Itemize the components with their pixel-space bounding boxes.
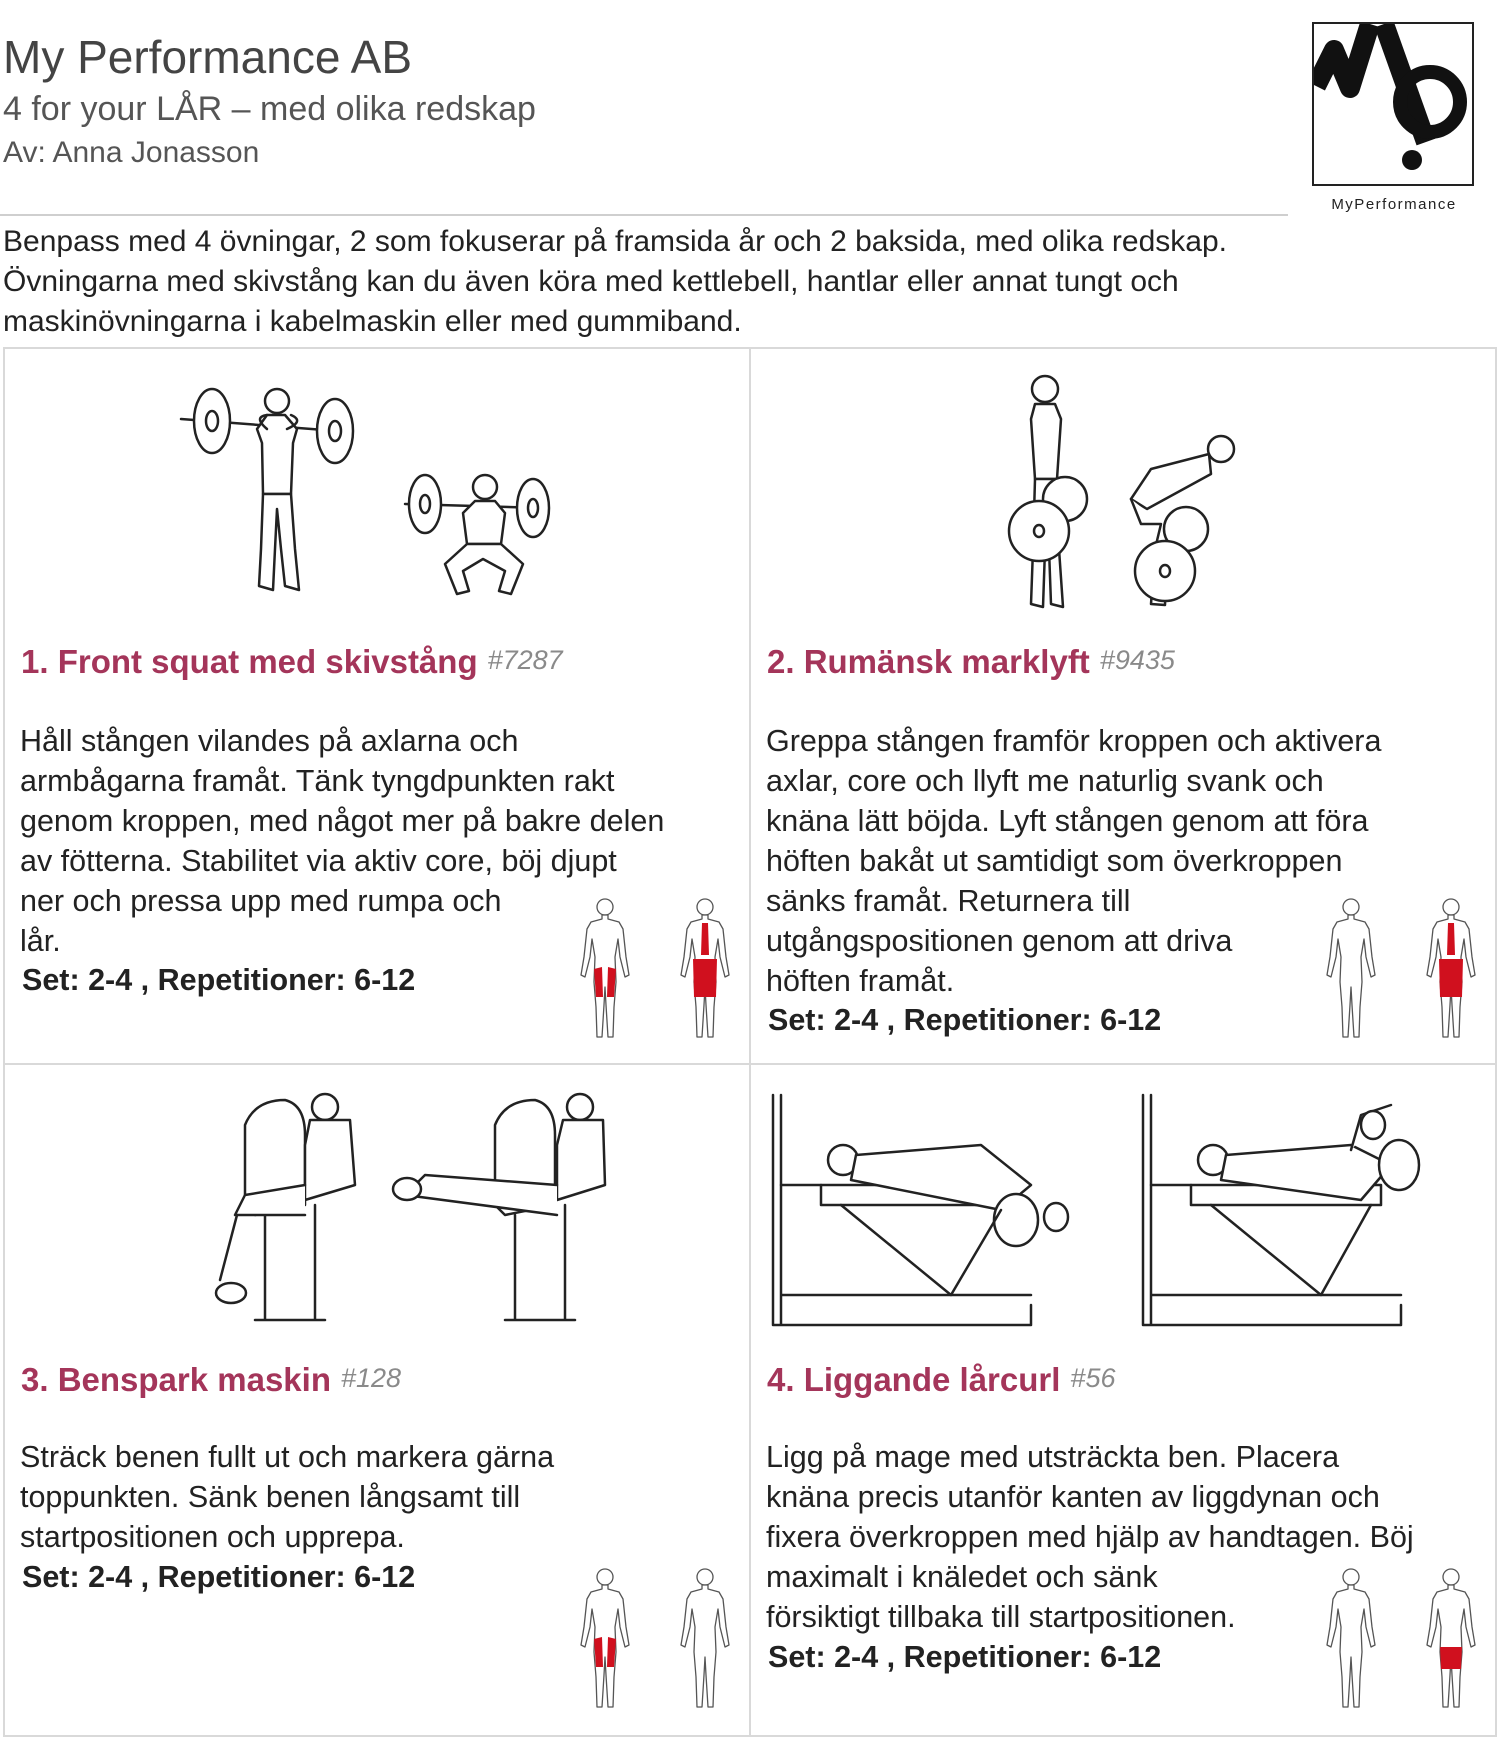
description-line: av fötterna. Stabilitet via aktiv core, böj djupt [20,844,617,878]
description-line: ner och pressa upp med rumpa och [20,884,502,918]
description-line: knäna precis utanför kanten av liggdynan och [766,1480,1380,1514]
logo-icon [1314,24,1472,184]
leg-extension-machine-illustration [5,1065,750,1345]
exercise-description [20,1437,745,1557]
exercise-card-4[interactable] [751,1065,1496,1737]
sets-reps: Set: 2-4 , Repetitioner: 6-12 [22,1560,416,1594]
exercise-number: #56 [1070,1363,1116,1393]
description-line: Ligg på mage med utsträckta ben. Placera [766,1440,1340,1474]
exercise-title[interactable]: 2. Rumänsk marklyft #9435 [767,643,1175,680]
intro-line: Benpass med 4 övningar, 2 som fokuserar på framsida år och 2 baksida, med olika redskap. [3,225,1227,258]
front-squat-illustration [5,349,750,629]
my-performance-logo [1312,22,1474,186]
exercise-number: #7287 [487,645,563,675]
intro-line: maskinövningarna i kabelmaskin eller med gummiband. [3,305,742,338]
muscle-diagram-icon [1321,893,1500,1043]
exercise-card-2[interactable] [751,349,1496,1064]
exercise-card-3[interactable] [5,1065,750,1737]
logo-caption: MyPerformance [1331,196,1457,213]
header-divider [0,214,1288,216]
description-line: utgångspositionen genom att driva [766,924,1233,958]
lying-leg-curl-illustration [751,1065,1496,1345]
description-line: Greppa stången framför kroppen och aktivera [766,724,1382,758]
exercise-title[interactable]: 4. Liggande lårcurl #56 [767,1361,1116,1398]
muscle-diagram-icon [575,1563,775,1713]
description-line: genom kroppen, med något mer på bakre delen [20,804,665,838]
description-line: armbågarna framåt. Tänk tyngdpunkten rakt [20,764,615,798]
description-line: axlar, core och llyft me naturlig svank och [766,764,1324,798]
description-line: Håll stången vilandes på axlarna och [20,724,519,758]
description-line: försiktigt tillbaka till startpositionen. [766,1600,1236,1634]
company-name: My Performance AB [3,31,413,83]
muscle-diagram-icon [1321,1563,1500,1713]
author: Av: Anna Jonasson [3,136,260,169]
description-line: toppunkten. Sänk benen långsamt till [20,1480,521,1514]
exercise-number: #9435 [1099,645,1175,675]
exercise-card-1[interactable] [5,349,750,1064]
exercise-title[interactable]: 1. Front squat med skivstång #7287 [21,643,563,680]
description-line: sänks framåt. Returnera till [766,884,1131,918]
description-line: fixera överkroppen med hjälp av handtagen. Böj [766,1520,1414,1554]
exercise-title[interactable]: 3. Benspark maskin #128 [21,1361,402,1398]
sets-reps: Set: 2-4 , Repetitioner: 6-12 [768,1640,1162,1674]
sets-reps: Set: 2-4 , Repetitioner: 6-12 [768,1003,1162,1037]
romanian-deadlift-illustration [751,349,1496,629]
description-line: maximalt i knäledet och sänk [766,1560,1158,1594]
intro-line: Övningarna med skivstång kan du även köra med kettlebell, hantlar eller annat tungt och [3,265,1179,298]
page-header [0,0,1500,215]
description-line: höften bakåt ut samtidigt som överkroppen [766,844,1343,878]
exercise-number: #128 [341,1363,402,1393]
muscle-diagram-icon [575,893,775,1043]
description-line: Sträck benen fullt ut och markera gärna [20,1440,555,1474]
description-line: startpositionen och upprepa. [20,1520,405,1554]
description-line: lår. [20,924,61,958]
description-line: höften framåt. [766,964,955,998]
description-line: knäna lätt böjda. Lyft stången genom att föra [766,804,1369,838]
program-title: 4 for your LÅR – med olika redskap [3,90,536,128]
intro-text [3,222,1483,342]
sets-reps: Set: 2-4 , Repetitioner: 6-12 [22,963,416,997]
